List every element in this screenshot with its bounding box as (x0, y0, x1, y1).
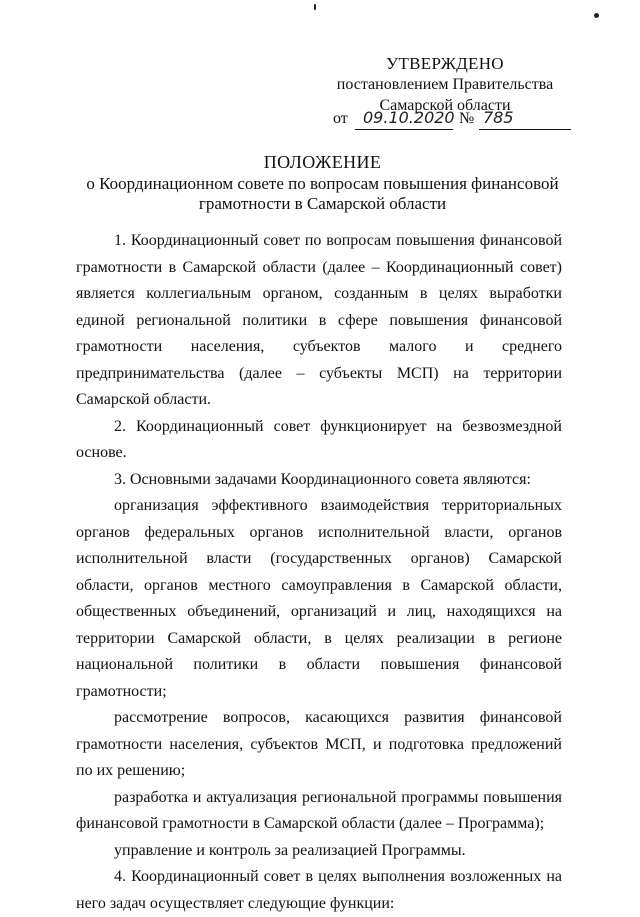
number-prefix: № (459, 110, 475, 127)
paragraph-4: 4. Координационный совет в целях выполнения возложенных на него задач осуществляет следующие функции: (76, 868, 562, 912)
approval-date-line (333, 110, 573, 132)
date-prefix: от (333, 110, 348, 127)
paragraph-3: 3. Основными задачами Координационного совета являются: (114, 470, 531, 488)
paragraph-2: 2. Координационный совет функционирует на безвозмездной основе. (76, 417, 562, 461)
scan-mark-right (594, 13, 599, 18)
scan-mark-top (314, 4, 316, 10)
approval-block (320, 53, 570, 116)
paragraph-task-4: управление и контроль за реализацией Программы. (114, 841, 466, 859)
paragraph-task-3: разработка и актуализация региональной программы повышения финансовой грамотности в Самарской области (далее – Программа); (76, 788, 562, 832)
date-underline (355, 129, 453, 130)
number-handwritten: 785 (483, 108, 514, 127)
number-underline (479, 129, 571, 130)
paragraph-1: 1. Координационный совет по вопросам повышения финансовой грамотности в Самарской области (далее – Координационный совет) является коллегиальным органом, созданным в целях выработки единой региональной политики в сфере повышения финансовой грамотности населения, субъектов малого и среднего предпринимательства (далее – субъекты МСП) на территории Самарской области. (76, 232, 562, 408)
paragraph-task-1: организация эффективного взаимодействия территориальных органов федеральных органов исполнительной власти, органов исполнительной власти (государственных органов) Самарской области, органов местного самоуправления в Самарской области, общественных объединений, организаций и лиц, находящихся на территории Самарской области, в целях реализации в регионе национальной политики в области повышения финансовой грамотности; (76, 497, 562, 700)
title-line-1: ПОЛОЖЕНИЕ (263, 152, 382, 172)
date-handwritten: 09.10.2020 (363, 108, 455, 127)
paragraph-task-2: рассмотрение вопросов, касающихся развития финансовой грамотности населения, субъектов МСП, и подготовка предложений по их решению; (76, 709, 562, 779)
approval-line-2: Самарской области (379, 97, 511, 114)
title-line-3: грамотности в Самарской области (198, 194, 447, 213)
document-title (80, 152, 565, 214)
title-line-2: о Координационном совете по вопросам повышения финансовой (86, 174, 559, 193)
approval-line-1: постановлением Правительства (336, 76, 554, 93)
approval-heading: УТВЕРЖДЕНО (386, 54, 504, 73)
document-body (76, 228, 562, 917)
